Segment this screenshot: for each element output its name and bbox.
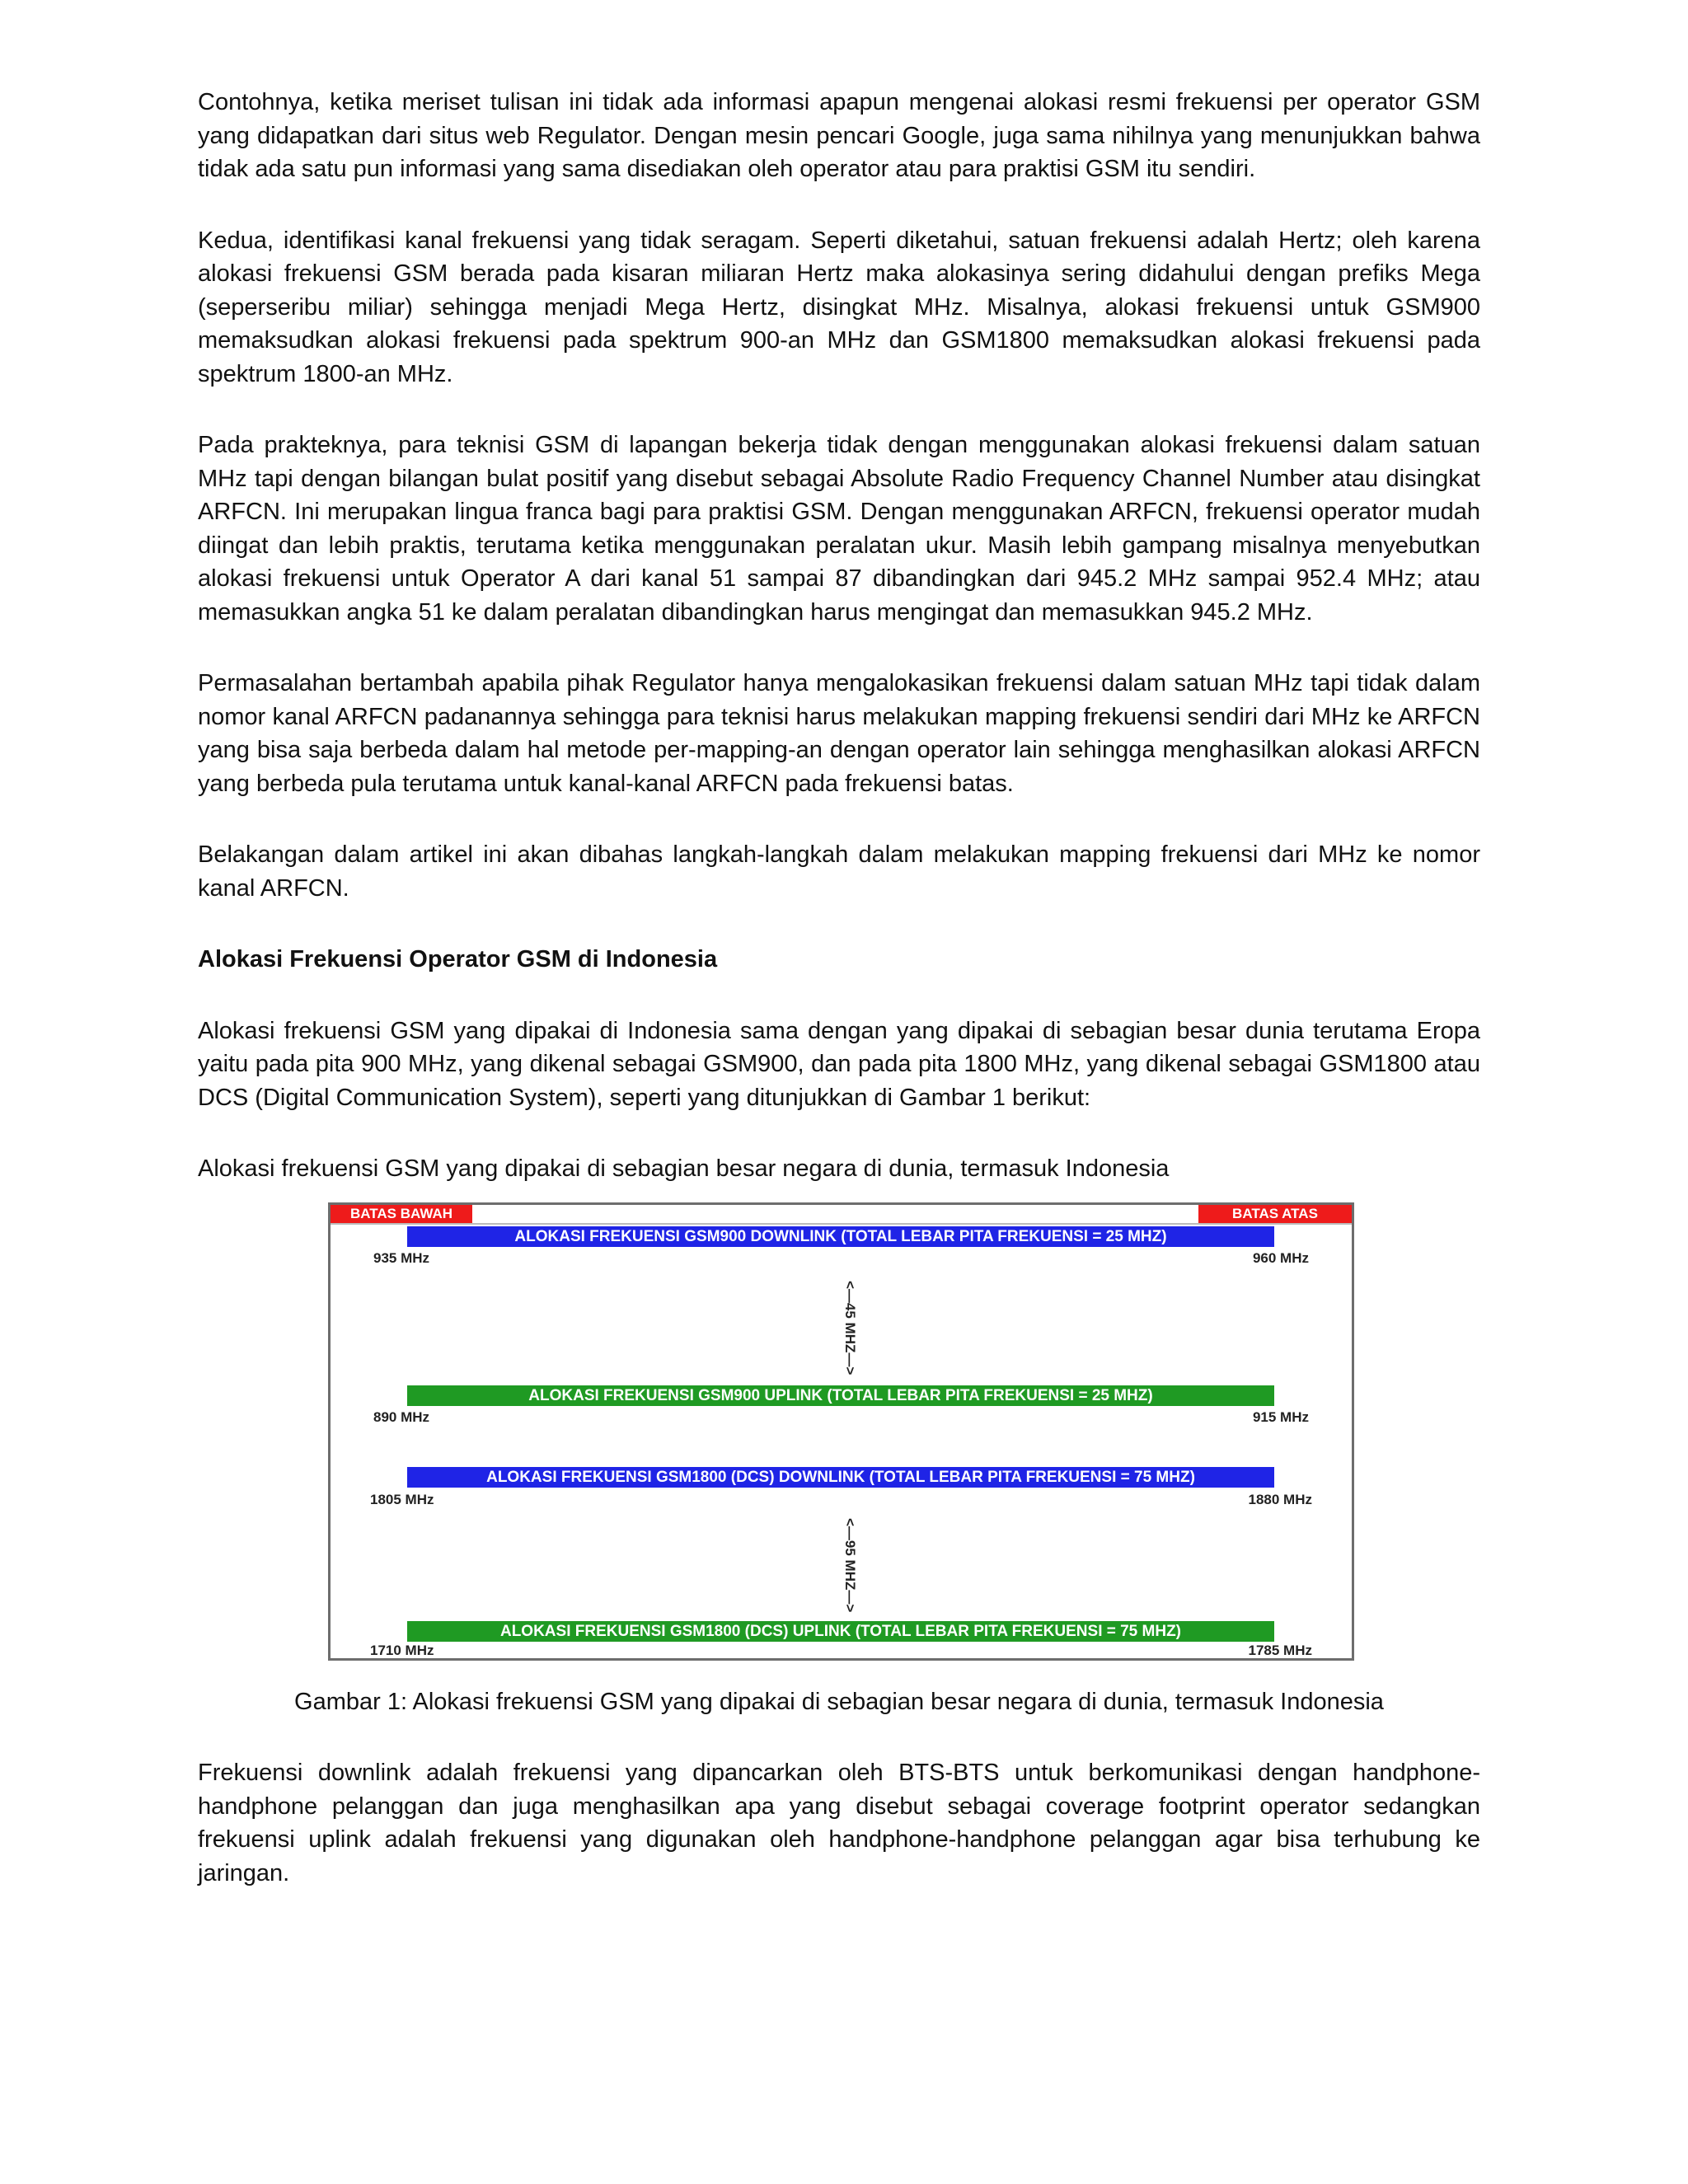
gsm900-uplink-low: 890 MHz <box>373 1408 430 1425</box>
paragraph-3: Pada prakteknya, para teknisi GSM di lapangan bekerja tidak dengan menggunakan alokasi frekuensi dalam satuan MHz tapi dengan bilangan bulat positif yang disebut sebagai Absolute Radio Frequency Channel Number atau disingkat ARFCN. Ini merupakan lingua franca bagi para praktisi GSM. Dengan menggunakan ARFCN, frekuensi operator mudah diingat dan lebih praktis, terutama ketika menggunakan peralatan ukur. Masih lebih gampang misalnya menyebutkan alokasi frekuensi untuk Operator A dari kanal 51 sampai 87 dibandingkan dari 945.2 MHz sampai 952.4 MHz; atau memasukkan angka 51 ke dalam peralatan dibandingkan harus mengingat dan memasukkan 945.2 MHz. <box>198 432 1480 626</box>
gsm900-uplink-band: ALOKASI FREKUENSI GSM900 UPLINK (TOTAL LEBAR PITA FREKUENSI = 25 MHZ) <box>407 1385 1274 1406</box>
gsm1800-uplink-high: 1785 MHz <box>1248 1642 1312 1658</box>
gsm900-downlink-low: 935 MHz <box>373 1249 430 1266</box>
gsm1800-downlink-high: 1880 MHz <box>1248 1491 1312 1507</box>
section-heading: Alokasi Frekuensi Operator GSM di Indonesia <box>198 946 718 972</box>
batas-atas-label: BATAS ATAS <box>1198 1205 1352 1223</box>
paragraph-6: Alokasi frekuensi GSM yang dipakai di Indonesia sama dengan yang dipakai di sebagian besar dunia terutama Eropa yaitu pada pita 900 MHz, yang dikenal sebagai GSM900, dan pada pita 1800 MHz, yang dikenal sebagai GSM1800 atau DCS (Digital Communication System), seperti yang ditunjukkan di Gambar 1 berikut: <box>198 1017 1480 1111</box>
batas-bawah-label: BATAS BAWAH <box>331 1205 472 1223</box>
paragraph-8: Frekuensi downlink adalah frekuensi yang dipancarkan oleh BTS-BTS untuk berkomunikasi dengan handphone-handphone pelanggan dan juga menghasilkan apa yang disebut sebagai coverage footprint operator sedangkan frekuensi uplink adalah frekuensi yang digunakan oleh handphone-handphone pelanggan agar bisa terhubung ke jaringan. <box>198 1760 1480 1886</box>
gsm1800-downlink-low: 1805 MHz <box>370 1491 434 1507</box>
gsm1800-uplink-low: 1710 MHz <box>370 1642 434 1658</box>
paragraph-1: Contohnya, ketika meriset tulisan ini tidak ada informasi apapun mengenai alokasi resmi frekuensi per operator GSM yang didapatkan dari situs web Regulator. Dengan mesin pencari Google, juga sama nihilnya yang menunjukkan bahwa tidak ada satu pun informasi yang sama disediakan oleh operator atau para praktisi GSM itu sendiri. <box>198 89 1480 182</box>
gsm900-uplink-high: 915 MHz <box>1252 1408 1309 1425</box>
gsm1800-downlink-band: ALOKASI FREKUENSI GSM1800 (DCS) DOWNLINK (TOTAL LEBAR PITA FREKUENSI = 75 MHZ) <box>407 1467 1274 1488</box>
gsm900-downlink-band: ALOKASI FREKUENSI GSM900 DOWNLINK (TOTAL LEBAR PITA FREKUENSI = 25 MHZ) <box>407 1226 1274 1247</box>
gsm1800-duplex-spacing: <—95 MHZ—> <box>842 1518 858 1613</box>
frequency-allocation-figure <box>328 1202 1354 1661</box>
figure-caption: Gambar 1: Alokasi frekuensi GSM yang dipakai di sebagian besar negara di dunia, termasuk Indonesia <box>294 1688 1384 1715</box>
figure-container <box>198 1194 1480 1661</box>
gsm900-duplex-spacing: <—45 MHZ—> <box>842 1281 858 1376</box>
figure-intro: Alokasi frekuensi GSM yang dipakai di sebagian besar negara di dunia, termasuk Indonesia <box>198 1155 1170 1182</box>
paragraph-2: Kedua, identifikasi kanal frekuensi yang tidak seragam. Seperti diketahui, satuan frekuensi adalah Hertz; oleh karena alokasi frekuensi GSM berada pada kisaran miliaran Hertz maka alokasinya sering didahului dengan prefiks Mega (seperseribu miliar) sehingga menjadi Mega Hertz, disingkat MHz. Misalnya, alokasi frekuensi untuk GSM900 memaksudkan alokasi frekuensi pada spektrum 900-an MHz dan GSM1800 memaksudkan alokasi frekuensi pada spektrum 1800-an MHz. <box>198 227 1480 387</box>
gsm900-downlink-high: 960 MHz <box>1252 1249 1309 1266</box>
gsm1800-uplink-band: ALOKASI FREKUENSI GSM1800 (DCS) UPLINK (TOTAL LEBAR PITA FREKUENSI = 75 MHZ) <box>407 1621 1274 1642</box>
paragraph-5: Belakangan dalam artikel ini akan dibahas langkah-langkah dalam melakukan mapping frekuensi dari MHz ke nomor kanal ARFCN. <box>198 841 1480 902</box>
paragraph-4: Permasalahan bertambah apabila pihak Regulator hanya mengalokasikan frekuensi dalam satuan MHz tapi tidak dalam nomor kanal ARFCN padanannya sehingga para teknisi harus melakukan mapping frekuensi sendiri dari MHz ke ARFCN yang bisa saja berbeda dalam hal metode per-mapping-an dengan operator lain sehingga menghasilkan alokasi ARFCN yang berbeda pula terutama untuk kanal-kanal ARFCN pada frekuensi batas. <box>198 670 1480 797</box>
document-page <box>198 86 1480 1928</box>
